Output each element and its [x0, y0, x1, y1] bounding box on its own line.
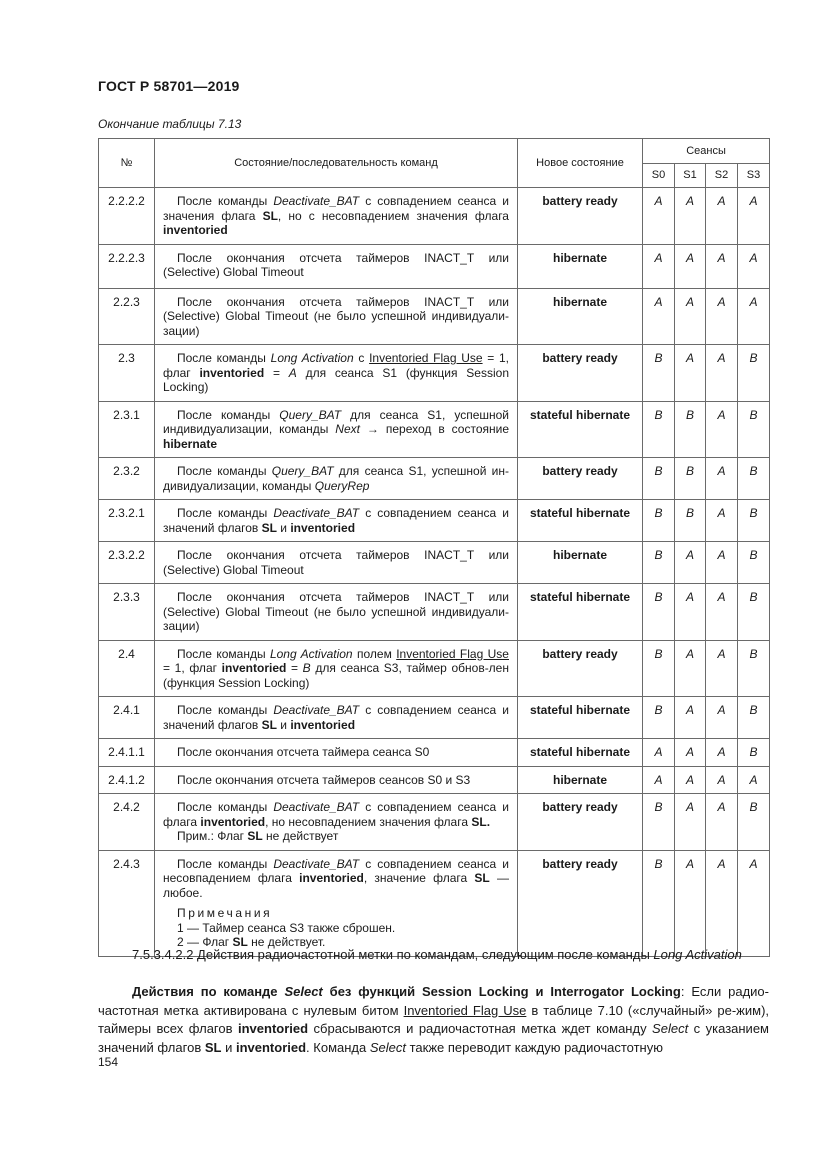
row-number: 2.2.2.2 — [99, 188, 155, 245]
col-header-s2: S2 — [706, 164, 738, 188]
row-s0: A — [643, 766, 675, 794]
table-row — [99, 640, 770, 697]
row-number: 2.4.2 — [99, 794, 155, 851]
col-header-sessions: Сеансы — [643, 139, 770, 164]
row-s0: B — [643, 500, 675, 542]
row-number: 2.4.3 — [99, 850, 155, 956]
row-description: После окончания отсчета таймеров INACT_T или (Selective) Global Timeout (не было успешной индивидуали-зации) — [155, 288, 518, 345]
col-header-new-state: Новое состояние — [518, 139, 643, 188]
row-s1: A — [675, 850, 706, 956]
row-description: После окончания отсчета таймеров INACT_T или (Selective) Global Timeout (не было успешной индивидуали-зации) — [155, 584, 518, 641]
row-new-state: hibernate — [518, 766, 643, 794]
row-s2: A — [706, 697, 738, 739]
row-s0: A — [643, 288, 675, 345]
row-s3: A — [738, 766, 770, 794]
row-s1: B — [675, 500, 706, 542]
row-number: 2.3.3 — [99, 584, 155, 641]
row-description: После команды Query_BAT для сеанса S1, успешной ин-дивидуализации, команды QueryRep — [155, 458, 518, 500]
row-description: После команды Deactivate_BAT с совпадением сеанса и значений флагов SL и inventoried — [155, 500, 518, 542]
row-s1: A — [675, 345, 706, 402]
row-number: 2.2.3 — [99, 288, 155, 345]
row-s2: A — [706, 794, 738, 851]
row-new-state: hibernate — [518, 244, 643, 288]
row-s3: B — [738, 584, 770, 641]
col-header-desc: Состояние/последовательность команд — [155, 139, 518, 188]
row-s3: B — [738, 401, 770, 458]
col-header-num: № — [99, 139, 155, 188]
table-row — [99, 401, 770, 458]
row-number: 2.3.2.1 — [99, 500, 155, 542]
row-s3: B — [738, 697, 770, 739]
row-number: 2.3.1 — [99, 401, 155, 458]
row-s3: B — [738, 345, 770, 402]
body-paragraph: Действия по команде Select без функций Session Locking и Interrogator Locking: Если радио-частотная метка активирована с нулевым битом Inventoried Flag Use в таблице 7.10 («случайный» ре-жим), таймеры всех флагов inventoried сбрасываются и радиочастотная метка ждет команду Select с указанием значений флагов SL и inventoried. Команда Select также переводит каждую радиочастотную — [98, 984, 770, 1055]
row-new-state: stateful hibernate — [518, 697, 643, 739]
row-s2: A — [706, 401, 738, 458]
row-s3: B — [738, 640, 770, 697]
row-new-state: battery ready — [518, 850, 643, 956]
row-number: 2.4.1.2 — [99, 766, 155, 794]
row-new-state: stateful hibernate — [518, 739, 643, 767]
row-s3: B — [738, 458, 770, 500]
row-s0: B — [643, 794, 675, 851]
row-number: 2.3.2.2 — [99, 542, 155, 584]
row-s2: A — [706, 850, 738, 956]
row-number: 2.3.2 — [99, 458, 155, 500]
table-row — [99, 188, 770, 245]
row-number: 2.2.2.3 — [99, 244, 155, 288]
row-number: 2.4.1 — [99, 697, 155, 739]
row-s0: B — [643, 542, 675, 584]
row-new-state: stateful hibernate — [518, 401, 643, 458]
table-row — [99, 697, 770, 739]
row-s0: B — [643, 401, 675, 458]
row-description: После окончания отсчета таймера сеанса S0 — [155, 739, 518, 767]
table-caption: Окончание таблицы 7.13 — [98, 117, 242, 131]
row-s2: A — [706, 584, 738, 641]
row-new-state: stateful hibernate — [518, 500, 643, 542]
row-s1: A — [675, 584, 706, 641]
row-s1: A — [675, 244, 706, 288]
table-row — [99, 288, 770, 345]
row-s0: A — [643, 188, 675, 245]
table-row — [99, 500, 770, 542]
row-new-state: battery ready — [518, 188, 643, 245]
row-description: После окончания отсчета таймеров INACT_T или (Selective) Global Timeout — [155, 542, 518, 584]
table-body — [99, 188, 770, 957]
row-s2: A — [706, 739, 738, 767]
row-s1: B — [675, 458, 706, 500]
row-s2: A — [706, 458, 738, 500]
row-description: После команды Deactivate_BAT с совпадением сеанса и флага inventoried, но несовпадением значения флага SL. Прим.: Флаг SL не действует — [155, 794, 518, 851]
row-s1: A — [675, 640, 706, 697]
row-s0: B — [643, 345, 675, 402]
table-row — [99, 766, 770, 794]
table-row — [99, 794, 770, 851]
row-s1: A — [675, 766, 706, 794]
col-header-s0: S0 — [643, 164, 675, 188]
table-row — [99, 542, 770, 584]
row-s0: B — [643, 584, 675, 641]
row-s2: A — [706, 500, 738, 542]
row-description: После окончания отсчета таймеров INACT_T или (Selective) Global Timeout — [155, 244, 518, 288]
row-s1: A — [675, 188, 706, 245]
row-description: После окончания отсчета таймеров сеансов S0 и S3 — [155, 766, 518, 794]
table-row — [99, 345, 770, 402]
row-s3: A — [738, 188, 770, 245]
row-new-state: hibernate — [518, 288, 643, 345]
row-s3: A — [738, 850, 770, 956]
row-s3: A — [738, 244, 770, 288]
row-description: После команды Long Activation с Inventoried Flag Use = 1, флаг inventoried = A для сеанса S1 (функция Session Locking) — [155, 345, 518, 402]
row-s1: B — [675, 401, 706, 458]
row-s0: A — [643, 244, 675, 288]
row-s3: B — [738, 500, 770, 542]
row-s3: A — [738, 288, 770, 345]
row-s2: A — [706, 188, 738, 245]
col-header-s3: S3 — [738, 164, 770, 188]
row-s3: B — [738, 794, 770, 851]
row-s0: A — [643, 739, 675, 767]
row-description: После команды Long Activation полем Inventoried Flag Use = 1, флаг inventoried = B для сеанса S3, таймер обнов-лен (функция Session Locking) — [155, 640, 518, 697]
row-s2: A — [706, 640, 738, 697]
row-new-state: battery ready — [518, 794, 643, 851]
row-s2: A — [706, 244, 738, 288]
col-header-s1: S1 — [675, 164, 706, 188]
page-number: 154 — [98, 1055, 119, 1069]
row-number: 2.4 — [99, 640, 155, 697]
row-s2: A — [706, 766, 738, 794]
row-description: После команды Query_BAT для сеанса S1, успешной индивидуализации, команды Next → переход в состояние hibernate — [155, 401, 518, 458]
row-new-state: stateful hibernate — [518, 584, 643, 641]
row-description: После команды Deactivate_BAT с совпадением сеанса и значения флага SL, но с несовпадением значения флага inventoried — [155, 188, 518, 245]
row-s2: A — [706, 288, 738, 345]
table-row — [99, 244, 770, 288]
row-new-state: battery ready — [518, 640, 643, 697]
row-new-state: battery ready — [518, 345, 643, 402]
row-s3: B — [738, 542, 770, 584]
row-s1: A — [675, 697, 706, 739]
row-s0: B — [643, 697, 675, 739]
row-number: 2.4.1.1 — [99, 739, 155, 767]
row-s3: B — [738, 739, 770, 767]
table-row — [99, 850, 770, 956]
row-new-state: battery ready — [518, 458, 643, 500]
row-s2: A — [706, 542, 738, 584]
table-row — [99, 739, 770, 767]
row-s0: B — [643, 458, 675, 500]
table-row — [99, 584, 770, 641]
row-new-state: hibernate — [518, 542, 643, 584]
row-description: После команды Deactivate_BAT с совпадением сеанса и значений флагов SL и inventoried — [155, 697, 518, 739]
row-s2: A — [706, 345, 738, 402]
row-number: 2.3 — [99, 345, 155, 402]
row-s1: A — [675, 794, 706, 851]
row-s0: B — [643, 850, 675, 956]
table-row — [99, 458, 770, 500]
row-s1: A — [675, 288, 706, 345]
state-table — [98, 138, 770, 957]
row-s0: B — [643, 640, 675, 697]
row-description: После команды Deactivate_BAT с совпадением сеанса и несовпадением флага inventoried, значение флага SL — любое. Примечания 1 — Таймер сеанса S3 также сброшен. 2 — Флаг SL не действует. — [155, 850, 518, 956]
document-header: ГОСТ Р 58701—2019 — [98, 78, 240, 94]
row-s1: A — [675, 542, 706, 584]
section-paragraph: 7.5.3.4.2.2 Действия радиочастотной метки по командам, следующим после команды Long Activation — [132, 947, 742, 962]
row-s1: A — [675, 739, 706, 767]
